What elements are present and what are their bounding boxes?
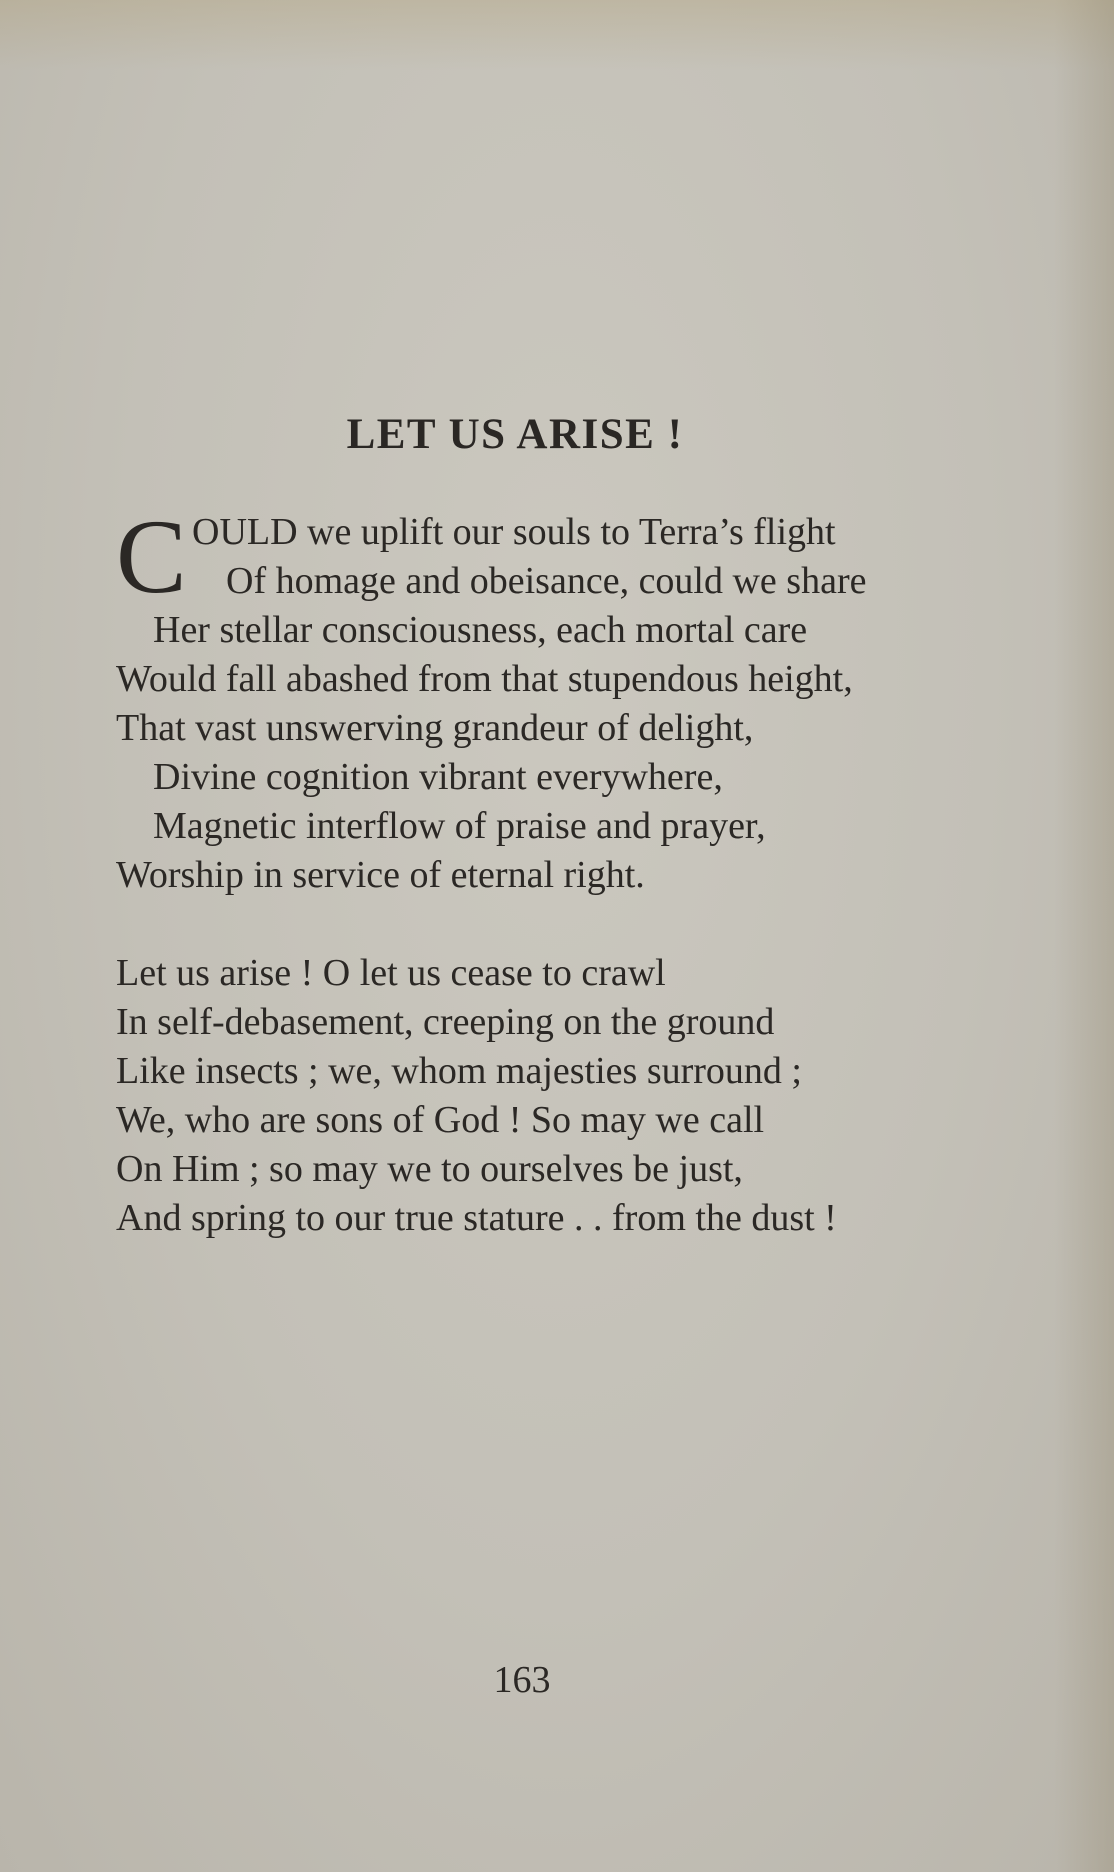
stanza-1 [116,498,996,900]
poem-line: Her stellar consciousness, each mortal care [153,609,808,651]
poem-line: That vast unswerving grandeur of delight, [116,707,754,749]
poem-line: Worship in service of eternal right. [116,854,645,896]
stanza-2 [116,949,996,1243]
poem-line: Like insects ; we, whom majesties surround ; [116,1050,802,1092]
poem-line: Let us arise ! O let us cease to crawl [116,952,666,994]
poem-line: Divine cognition vibrant everywhere, [153,756,723,798]
poem-line: Of homage and obeisance, could we share [226,560,867,602]
drop-cap: C [116,498,187,615]
poem-line: Would fall abashed from that stupendous height, [116,658,853,700]
poem-line: On Him ; so may we to ourselves be just, [116,1148,743,1190]
poem-line: And spring to our true stature . . from the dust ! [116,1197,837,1239]
poem-title: LET US ARISE ! [346,411,684,458]
poem-line: Magnetic interflow of praise and prayer, [153,805,766,847]
stanza-divider [116,900,996,949]
page-number: 163 [493,1659,551,1701]
poem-line: We, who are sons of God ! So may we call [116,1099,765,1141]
poem-line: OULD we uplift our souls to Terra’s flight [192,511,836,553]
poem-body [116,498,996,1243]
poem-line: In self-debasement, creeping on the ground [116,1001,775,1043]
